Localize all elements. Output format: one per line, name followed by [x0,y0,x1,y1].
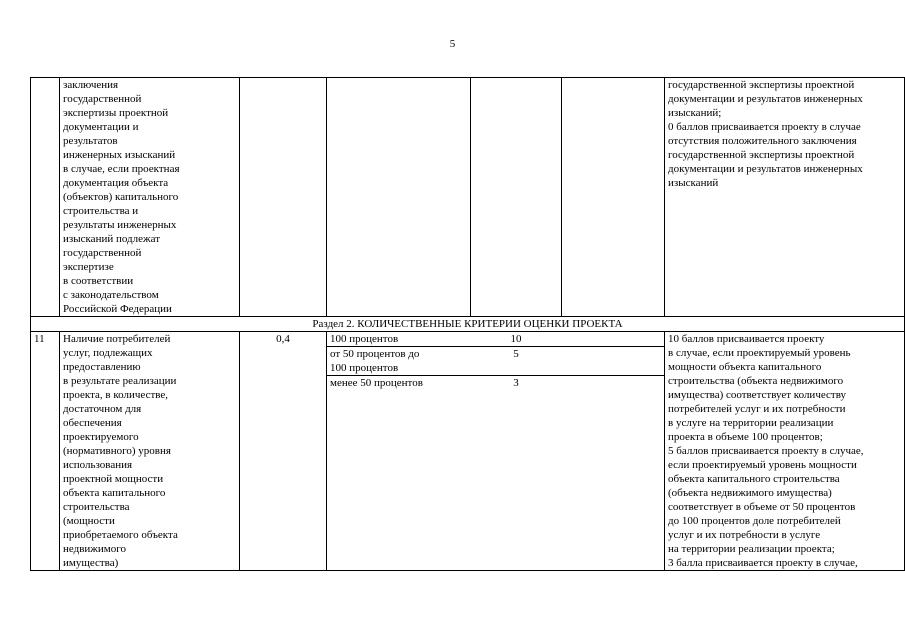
method-text-line: мощности объекта капитального [668,361,822,373]
method-text-line: 10 баллов присваивается проекту [668,333,825,345]
criterion-text-line: проекта, в количестве, [63,389,169,401]
criterion-text-line: результатов [63,135,118,147]
method-text-line: если проектируемый уровень мощности [668,459,857,471]
criterion-text-line: достаточном для [63,403,142,415]
method-text-line: в случае, если проектируемый уровень [668,347,851,359]
section-header: Раздел 2. КОЛИЧЕСТВЕННЫЕ КРИТЕРИИ ОЦЕНКИ ПРОЕКТА [31,317,905,332]
method-text-line: 3 балла присваивается проекту в случае, [668,557,858,569]
gradation-extra [561,376,664,391]
criterion-text-line: (мощности [63,515,115,527]
method-text-line: объекта капитального строительства [668,473,840,485]
section-header-row [31,317,905,332]
gradation-score: 5 [471,347,561,376]
row-number: 11 [31,332,60,571]
criterion-text-line: изысканий подлежат [63,233,161,245]
method-text-line: государственной экспертизы проектной [668,149,855,161]
gradation-value-line: менее 50 процентов [330,377,423,389]
table-row-11 [31,332,905,571]
method-text-line: имущества) соответствует количеству [668,389,847,401]
gradation-score: 3 [471,376,561,391]
method-text-line: на территории реализации проекта; [668,543,835,555]
gradation-cell [327,78,471,317]
method-text-line: изысканий [668,177,719,189]
gradation-value [327,376,471,391]
weight-cell [240,78,327,317]
weight-cell: 0,4 [240,332,327,571]
criterion-text-line: документация объекта [63,177,169,189]
gradation-row [327,347,664,376]
gradation-value [327,347,471,376]
criterion-text-line: заключения [63,79,119,91]
criterion-text-line: недвижимого [63,543,126,555]
criterion-text-line: в случае, если проектная [63,163,180,175]
gradation-value-line: 100 процентов [330,362,399,374]
criterion-text-line: государственной [63,247,142,259]
method-text-line: 5 баллов присваивается проекту в случае, [668,445,864,457]
method-text-line: проекта в объеме 100 процентов; [668,431,823,443]
table-row-continuation [31,78,905,317]
method-cell [665,332,905,571]
method-text-line: изысканий; [668,107,722,119]
criterion-text-line: экспертизы проектной [63,107,169,119]
gradations-table [327,332,664,390]
gradation-score: 10 [510,333,522,345]
number-cell [31,78,60,317]
gradation-value-line: 100 процентов [330,333,399,345]
criterion-text-line: документации и [63,121,139,133]
criterion-text-line: проектируемого [63,431,139,443]
criterion-text-line: проектной мощности [63,473,164,485]
method-text-line: 0 баллов присваивается проекту в случае [668,121,861,133]
criterion-text-line: строительства и [63,205,139,217]
criterion-text-line: Российской Федерации [63,303,172,315]
criterion-text-line: результаты инженерных [63,219,177,231]
criterion-text-line: государственной [63,93,142,105]
criterion-text-line: с законодательством [63,289,159,301]
criteria-table [30,77,905,571]
criterion-cell [60,332,240,571]
criterion-text-line: Наличие потребителей [63,333,171,345]
criterion-text-line: (объектов) капитального [63,191,179,203]
gradation-value [327,332,471,347]
method-cell [665,78,905,317]
criterion-text-line: инженерных изысканий [63,149,176,161]
criterion-text-line: в результате реализации [63,375,177,387]
criterion-cell [60,78,240,317]
method-text-line: документации и результатов инженерных [668,163,863,175]
method-text-line: документации и результатов инженерных [668,93,863,105]
criterion-text-line: строительства [63,501,130,513]
method-text-line: в услуге на территории реализации [668,417,834,429]
criterion-text-line: в соответствии [63,275,134,287]
gradation-row [327,376,664,391]
gradation-extra [561,332,664,347]
method-text-line: потребителей услуг и их потребности [668,403,846,415]
method-text-line: услуг и их потребности в услуге [668,529,821,541]
method-text-line: (объекта недвижимого имущества) [668,487,832,499]
criterion-text-line: экспертизе [63,261,114,273]
criterion-text-line: объекта капитального [63,487,166,499]
method-text-line: строительства (объекта недвижимого [668,375,844,387]
criterion-text-line: обеспечения [63,417,122,429]
criterion-text-line: предоставлению [63,361,141,373]
method-text-line: до 100 процентов доле потребителей [668,515,841,527]
method-text-line: государственной экспертизы проектной [668,79,855,91]
gradation-value-line: от 50 процентов до [330,348,420,360]
gradations-cell [327,332,665,571]
criterion-text-line: (нормативного) уровня [63,445,171,457]
page-number: 5 [449,38,456,50]
criterion-text-line: имущества) [63,557,119,569]
extra-cell [561,78,664,317]
criterion-text-line: использования [63,459,133,471]
criterion-text-line: услуг, подлежащих [63,347,153,359]
score-cell [471,78,561,317]
method-text-line: отсутствия положительного заключения [668,135,857,147]
method-text-line: соответствует в объеме от 50 процентов [668,501,856,513]
criterion-text-line: приобретаемого объекта [63,529,178,541]
gradation-row [327,332,664,347]
gradation-extra [561,347,664,376]
